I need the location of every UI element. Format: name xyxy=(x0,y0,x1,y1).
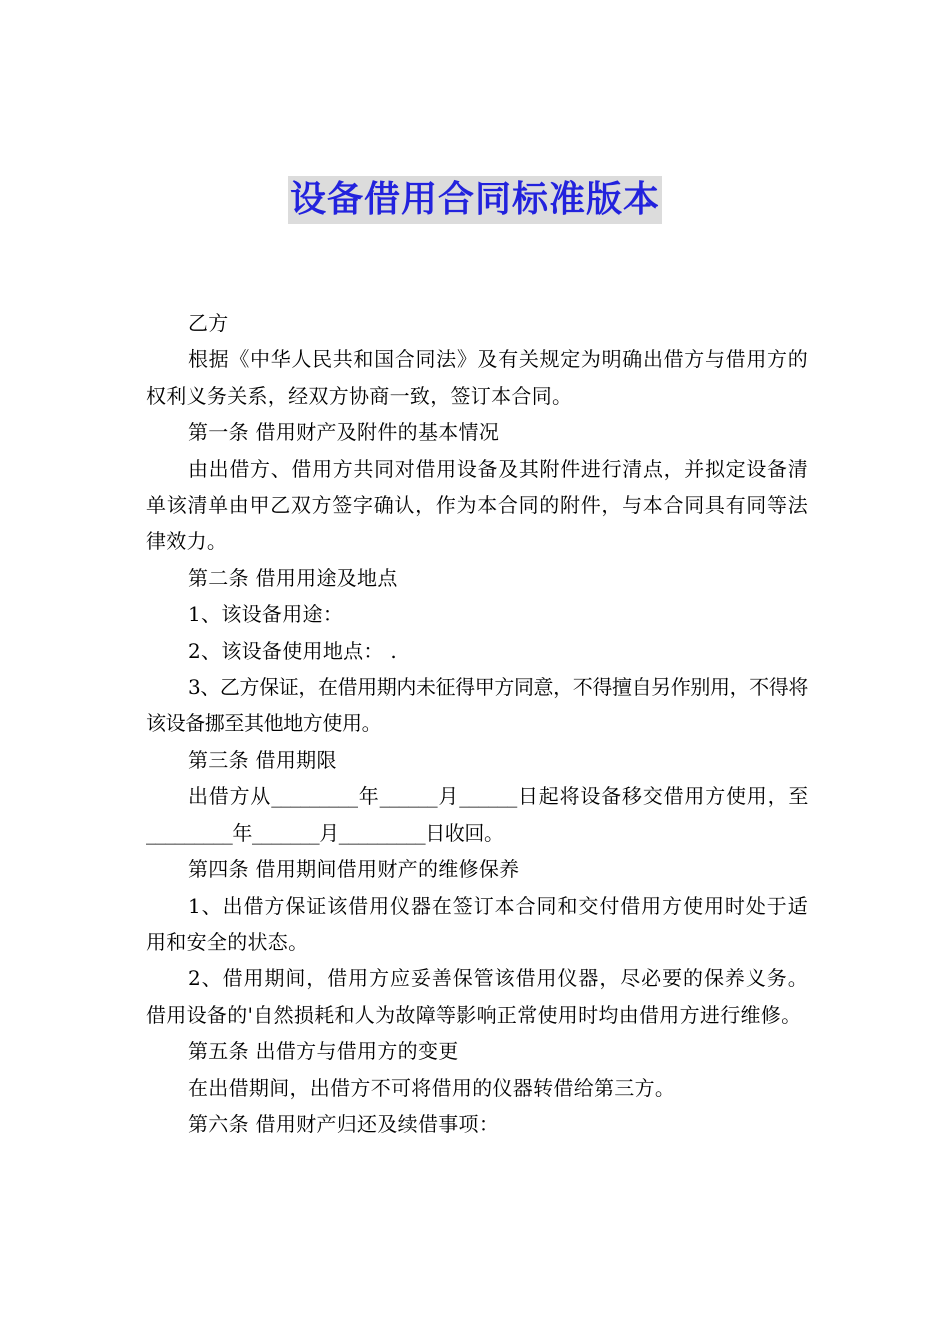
article-4-item-1: 1、出借方保证该借用仪器在签订本合同和交付借用方使用时处于适用和安全的状态。 xyxy=(146,893,808,954)
article-6-heading: 第六条 借用财产归还及续借事项： xyxy=(188,1111,500,1136)
article-2-item-2: 2、该设备使用地点： . xyxy=(188,638,398,663)
article-2-item-1: 1、该设备用途： xyxy=(188,602,344,627)
article-4-item-2: 2、借用期间，借用方应妥善保管该借用仪器，尽必要的保养义务。借用设备的'自然损耗和人为故障等影响正常使用时均由借用方进行维修。 xyxy=(146,966,808,1027)
article-1-text: 由出借方、借用方共同对借用设备及其附件进行清点，并拟定设备清单该清单由甲乙双方签字确认，作为本合同的附件，与本合同具有同等法律效力。 xyxy=(146,456,808,554)
article-3-heading: 第三条 借用期限 xyxy=(188,747,337,772)
preamble-paragraph: 根据《中华人民共和国合同法》及有关规定为明确出借方与借用方的权利义务关系，经双方协商一致，签订本合同。 xyxy=(146,347,808,408)
article-5-text: 在出借期间，出借方不可将借用的仪器转借给第三方。 xyxy=(188,1075,676,1100)
party-b-label: 乙方 xyxy=(188,311,229,335)
article-2-heading: 第二条 借用用途及地点 xyxy=(188,565,398,590)
document-title: 设备借用合同标准版本 xyxy=(288,176,662,224)
article-2-item-3: 3、乙方保证，在借用期内未征得甲方同意，不得擅自另作别用，不得将该设备挪至其他地方使用。 xyxy=(146,675,808,736)
article-4-heading: 第四条 借用期间借用财产的维修保养 xyxy=(188,857,520,882)
title-container xyxy=(0,176,950,224)
article-1-heading: 第一条 借用财产及附件的基本情况 xyxy=(188,420,500,445)
article-5-heading: 第五条 出借方与借用方的变更 xyxy=(188,1039,459,1064)
article-3-text: 出借方从_________年______月______日起将设备移交借用方使用，至_________年_______月_________日收回。 xyxy=(146,784,808,845)
document-body xyxy=(146,305,808,1142)
